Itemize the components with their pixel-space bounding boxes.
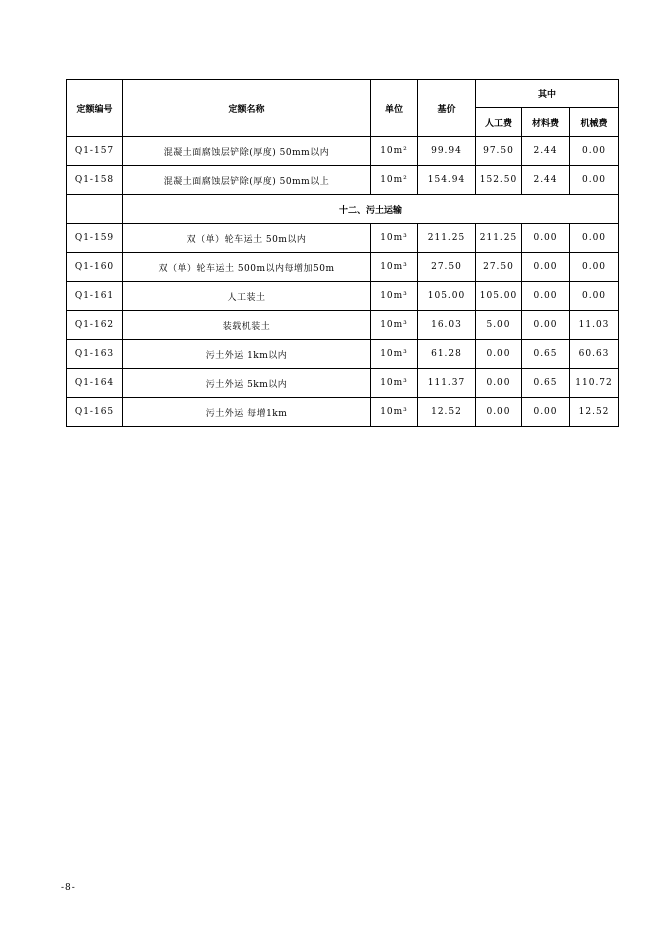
row-name: 双（单）轮车运土 500m以内每增加50m xyxy=(123,253,371,282)
table-row xyxy=(67,166,619,195)
row-name: 污土外运 每增1km xyxy=(123,398,371,427)
row-name: 污土外运 5km以内 xyxy=(123,369,371,398)
row-machine: 110.72 xyxy=(570,369,619,398)
row-labor: 97.50 xyxy=(476,137,522,166)
table-row xyxy=(67,137,619,166)
header-code: 定额编号 xyxy=(67,80,123,137)
row-unit: 10m² xyxy=(371,166,418,195)
table-row xyxy=(67,282,619,311)
row-code: Q1-162 xyxy=(67,311,123,340)
row-name: 混凝土面腐蚀层铲除(厚度) 50mm以内 xyxy=(123,137,371,166)
row-unit: 10m³ xyxy=(371,224,418,253)
header-base-price: 基价 xyxy=(418,80,476,137)
header-labor: 人工费 xyxy=(476,108,522,137)
row-code: Q1-164 xyxy=(67,369,123,398)
row-name: 人工装土 xyxy=(123,282,371,311)
row-unit: 10m³ xyxy=(371,282,418,311)
row-labor: 105.00 xyxy=(476,282,522,311)
row-code: Q1-165 xyxy=(67,398,123,427)
row-machine: 12.52 xyxy=(570,398,619,427)
row-material: 0.00 xyxy=(522,224,570,253)
header-machine: 机械费 xyxy=(570,108,619,137)
row-base-price: 16.03 xyxy=(418,311,476,340)
row-unit: 10m³ xyxy=(371,253,418,282)
row-machine: 0.00 xyxy=(570,166,619,195)
row-machine: 0.00 xyxy=(570,224,619,253)
row-material: 0.65 xyxy=(522,369,570,398)
row-name: 装载机装土 xyxy=(123,311,371,340)
table-row xyxy=(67,311,619,340)
row-unit: 10m³ xyxy=(371,369,418,398)
row-code: Q1-163 xyxy=(67,340,123,369)
section-title: 十二、污土运输 xyxy=(123,195,619,224)
row-labor: 5.00 xyxy=(476,311,522,340)
header-of-which: 其中 xyxy=(476,80,619,108)
row-machine: 0.00 xyxy=(570,282,619,311)
row-base-price: 105.00 xyxy=(418,282,476,311)
row-code: Q1-160 xyxy=(67,253,123,282)
row-labor: 211.25 xyxy=(476,224,522,253)
row-base-price: 27.50 xyxy=(418,253,476,282)
row-material: 0.00 xyxy=(522,398,570,427)
row-labor: 0.00 xyxy=(476,398,522,427)
row-labor: 0.00 xyxy=(476,369,522,398)
row-code: Q1-157 xyxy=(67,137,123,166)
row-labor: 152.50 xyxy=(476,166,522,195)
row-base-price: 154.94 xyxy=(418,166,476,195)
header-unit: 单位 xyxy=(371,80,418,137)
row-material: 0.00 xyxy=(522,311,570,340)
row-material: 0.65 xyxy=(522,340,570,369)
section-row xyxy=(67,195,619,224)
row-material: 0.00 xyxy=(522,282,570,311)
row-base-price: 12.52 xyxy=(418,398,476,427)
row-code: Q1-158 xyxy=(67,166,123,195)
table-row xyxy=(67,340,619,369)
row-base-price: 211.25 xyxy=(418,224,476,253)
table-row xyxy=(67,224,619,253)
row-material: 2.44 xyxy=(522,166,570,195)
row-name: 混凝土面腐蚀层铲除(厚度) 50mm以上 xyxy=(123,166,371,195)
row-labor: 0.00 xyxy=(476,340,522,369)
header-name: 定额名称 xyxy=(123,80,371,137)
quota-table xyxy=(66,79,619,427)
row-code: Q1-161 xyxy=(67,282,123,311)
table-row xyxy=(67,253,619,282)
page-number: -8- xyxy=(61,883,76,893)
row-unit: 10m³ xyxy=(371,311,418,340)
row-code: Q1-159 xyxy=(67,224,123,253)
row-unit: 10m² xyxy=(371,137,418,166)
table-row xyxy=(67,398,619,427)
row-name: 污土外运 1km以内 xyxy=(123,340,371,369)
row-machine: 0.00 xyxy=(570,253,619,282)
row-material: 0.00 xyxy=(522,253,570,282)
header-material: 材料费 xyxy=(522,108,570,137)
section-code-cell xyxy=(67,195,123,224)
row-machine: 60.63 xyxy=(570,340,619,369)
row-name: 双（单）轮车运土 50m以内 xyxy=(123,224,371,253)
row-machine: 11.03 xyxy=(570,311,619,340)
row-machine: 0.00 xyxy=(570,137,619,166)
row-base-price: 111.37 xyxy=(418,369,476,398)
row-unit: 10m³ xyxy=(371,340,418,369)
row-base-price: 61.28 xyxy=(418,340,476,369)
row-base-price: 99.94 xyxy=(418,137,476,166)
table-row xyxy=(67,369,619,398)
row-labor: 27.50 xyxy=(476,253,522,282)
row-material: 2.44 xyxy=(522,137,570,166)
row-unit: 10m³ xyxy=(371,398,418,427)
